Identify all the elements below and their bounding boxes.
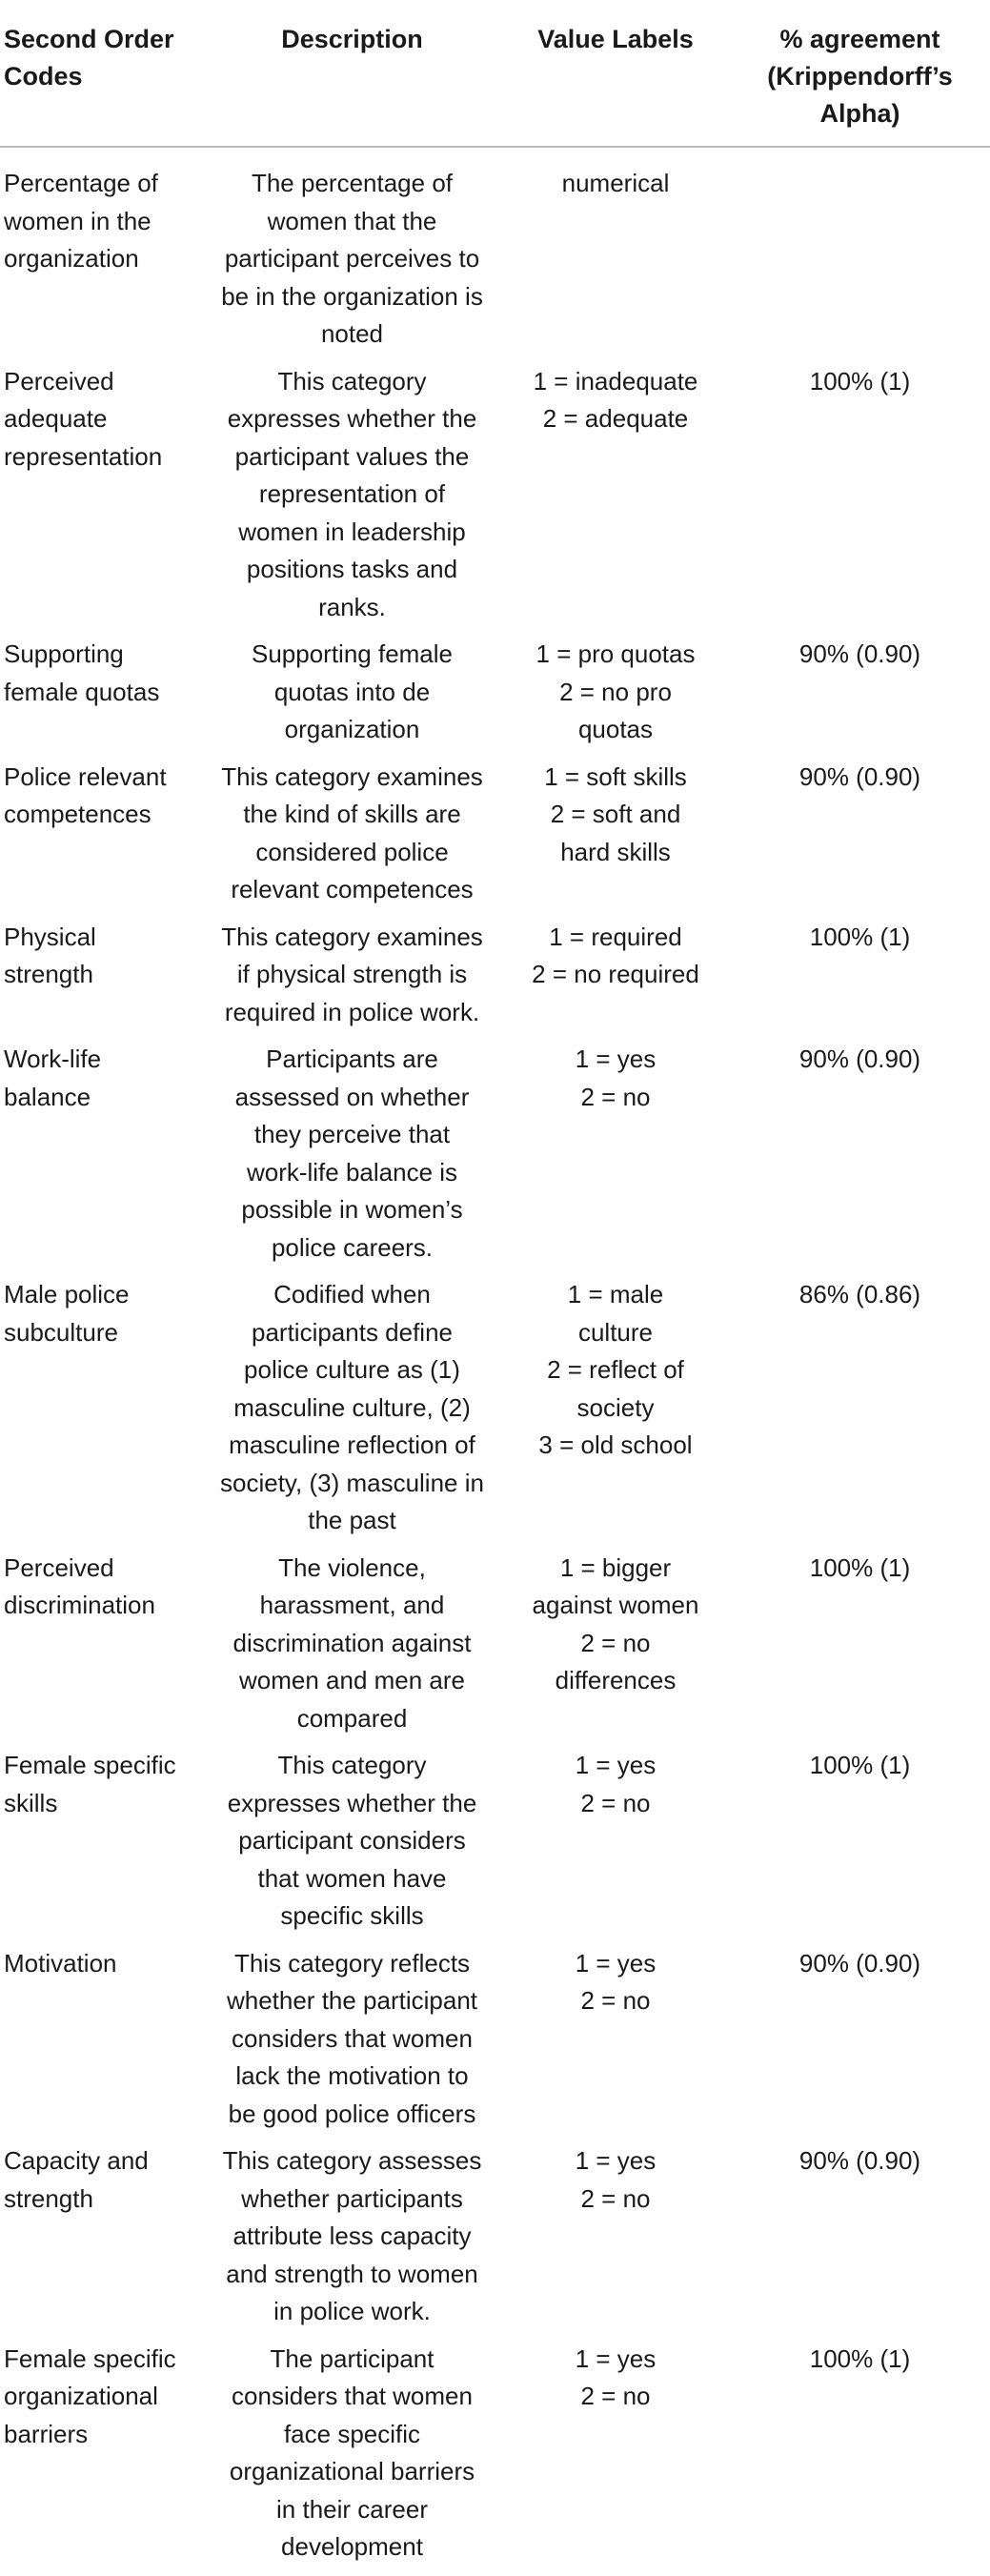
cell-description-line: be good police officers (228, 2099, 476, 2128)
cell-agreement (730, 1550, 990, 1748)
cell-agreement-text: 90% (0.90) (798, 761, 921, 791)
table-row (0, 2341, 990, 2576)
cell-description (203, 759, 501, 919)
header-text: Second Order (4, 25, 174, 53)
cell-description (203, 1945, 501, 2143)
cell-code (0, 363, 203, 637)
cell-code-line: representation (4, 441, 163, 471)
cell-code-line: Perceived (4, 1552, 114, 1582)
cell-value-labels-line: 1 = yes (575, 1045, 657, 1073)
cell-agreement-text: 100% (1) (809, 922, 911, 951)
cell-code-line: skills (4, 1788, 58, 1817)
cell-description-line: participants define (251, 1317, 454, 1347)
cell-description-line: expresses whether the (227, 1788, 477, 1817)
cell-agreement-text: 90% (0.90) (798, 1045, 921, 1073)
cell-value-labels (501, 919, 730, 1042)
cell-description-line: organizational barriers (229, 2457, 475, 2485)
cell-description-line: The percentage of (251, 169, 454, 197)
header-code (0, 21, 203, 147)
cell-value-labels-line: 2 = no (580, 2183, 651, 2213)
table-row (0, 1747, 990, 1945)
cell-agreement-text: 100% (1) (809, 1751, 911, 1779)
cell-description-line: participant values the (234, 441, 470, 471)
cell-description-line: quotas into de (273, 677, 431, 706)
header-description (203, 21, 501, 147)
header-text: % agreement (779, 25, 940, 53)
cell-value-labels (501, 363, 730, 637)
header-text: Codes (4, 62, 83, 91)
coding-table (0, 21, 990, 2576)
cell-agreement-text: 90% (0.90) (798, 639, 921, 668)
cell-description-line: Supporting female (251, 639, 454, 668)
cell-description-line: harassment, and (259, 1591, 445, 1619)
cell-value-labels-line: 2 = reflect of (547, 1355, 684, 1384)
cell-description-line: the kind of skills are (243, 800, 461, 828)
cell-value-labels-line: 2 = no (580, 1082, 651, 1111)
cell-value-labels-line: 2 = no (580, 2382, 651, 2410)
cell-value-labels (501, 147, 730, 363)
cell-value-labels-line: 1 = required (549, 922, 682, 951)
cell-description-line: participant perceives to (224, 244, 480, 273)
cell-description-line: This category reflects (233, 1948, 471, 1978)
cell-code-line: subculture (4, 1317, 118, 1347)
cell-description-line: expresses whether the (227, 404, 477, 433)
cell-code (0, 1276, 203, 1550)
cell-agreement (730, 919, 990, 1042)
cell-description-line: Codified when (273, 1280, 431, 1308)
cell-code-line: Male police (4, 1280, 130, 1308)
cell-value-labels-line: 1 = pro quotas (535, 639, 696, 668)
cell-description-line: if physical strength is (236, 960, 468, 988)
cell-value-labels-line: against women (532, 1591, 699, 1619)
cell-code-line: Female specific (4, 1751, 176, 1779)
table-row (0, 1945, 990, 2143)
cell-value-labels-line: hard skills (560, 837, 671, 866)
cell-description (203, 147, 501, 363)
cell-value-labels-line: 2 = adequate (542, 404, 689, 433)
cell-description-line: women that the (267, 206, 437, 235)
table-row (0, 1550, 990, 1748)
table-row (0, 636, 990, 759)
cell-agreement-text: 100% (1) (809, 2343, 911, 2373)
cell-code-line: women in the (4, 206, 152, 235)
cell-code-line: Percentage of (4, 169, 158, 197)
table-row (0, 1041, 990, 1276)
cell-code-line: strength (4, 2183, 93, 2213)
table-row (0, 147, 990, 363)
cell-description (203, 1041, 501, 1276)
cell-value-labels-line: 3 = old school (538, 1430, 693, 1459)
cell-description-line: considers that women (232, 2382, 473, 2410)
cell-code-line: Capacity and (4, 2146, 149, 2175)
cell-code (0, 147, 203, 363)
header-text: Alpha) (819, 99, 900, 128)
header-text: (Krippendorff’s (767, 62, 953, 91)
cell-value-labels-line: 2 = no (580, 1986, 651, 2015)
cell-agreement-text: 86% (0.86) (798, 1280, 921, 1308)
cell-description-line: considers that women (232, 2023, 473, 2053)
cell-agreement (730, 1747, 990, 1945)
cell-description-line: masculine culture, (2) (233, 1392, 471, 1422)
cell-agreement-text: 90% (0.90) (798, 2146, 921, 2175)
table-header (0, 21, 990, 147)
cell-description-line: This category assesses (222, 2146, 482, 2175)
cell-value-labels-line: differences (555, 1666, 677, 1694)
cell-value-labels (501, 1747, 730, 1945)
cell-agreement (730, 147, 990, 363)
cell-value-labels-line: 2 = no (580, 1628, 651, 1657)
table-row (0, 1276, 990, 1550)
cell-description-line: be in the organization is (221, 281, 483, 311)
cell-code-line: strength (4, 960, 93, 988)
cell-code-line: barriers (4, 2419, 89, 2448)
cell-description-line: and strength to women (226, 2259, 478, 2288)
cell-code-line: Supporting (4, 639, 124, 668)
cell-description-line: the past (308, 1506, 396, 1534)
cell-agreement-text: 100% (1) (809, 366, 911, 396)
cell-value-labels (501, 1945, 730, 2143)
cell-value-labels (501, 636, 730, 759)
cell-code (0, 1747, 203, 1945)
cell-value-labels-line: quotas (577, 715, 654, 743)
cell-agreement (730, 636, 990, 759)
cell-value-labels (501, 1550, 730, 1748)
cell-description-line: whether participants (241, 2183, 463, 2213)
cell-description (203, 636, 501, 759)
cell-agreement (730, 2341, 990, 2576)
cell-agreement (730, 759, 990, 919)
cell-code (0, 759, 203, 919)
cell-description (203, 1747, 501, 1945)
cell-description-line: ranks. (318, 592, 386, 621)
table-row (0, 919, 990, 1042)
cell-code-line: organizational (4, 2382, 158, 2410)
cell-description-line: lack the motivation to (235, 2061, 469, 2090)
cell-code-line: discrimination (4, 1591, 155, 1619)
cell-description-line: whether the participant (226, 1986, 478, 2015)
cell-value-labels-line: 2 = soft and (550, 800, 681, 828)
cell-description-line: in their career (276, 2494, 428, 2524)
cell-value-labels-line: 2 = no (580, 1788, 651, 1817)
cell-description-line: assessed on whether (234, 1082, 470, 1111)
cell-description-line: relevant competences (231, 875, 474, 903)
cell-code (0, 2341, 203, 2576)
cell-description-line: police careers. (271, 1232, 434, 1262)
cell-description-line: required in police work. (224, 997, 480, 1026)
cell-code-line: Perceived (4, 366, 114, 396)
cell-code (0, 1550, 203, 1748)
cell-code-line: female quotas (4, 677, 160, 706)
table-row (0, 759, 990, 919)
cell-agreement (730, 1945, 990, 2143)
cell-code-line: Motivation (4, 1948, 117, 1978)
cell-value-labels (501, 1276, 730, 1550)
header-text: Description (281, 25, 423, 53)
cell-description-line: considered police (255, 837, 449, 866)
cell-description-line: noted (320, 319, 384, 348)
cell-description-line: participant considers (238, 1826, 466, 1855)
cell-code-line: balance (4, 1082, 91, 1111)
table-body (0, 147, 990, 2576)
cell-value-labels (501, 1041, 730, 1276)
cell-agreement (730, 363, 990, 637)
cell-value-labels-line: 1 = yes (575, 1751, 657, 1779)
cell-description-line: attribute less capacity (232, 2221, 472, 2250)
cell-value-labels-line: culture (577, 1317, 654, 1347)
cell-value-labels-line: 2 = no pro (559, 677, 672, 706)
cell-description-line: possible in women’s (241, 1195, 463, 1224)
cell-code-line: competences (4, 800, 152, 828)
cell-code-line: Female specific (4, 2343, 176, 2373)
cell-value-labels-line: 1 = bigger (559, 1552, 672, 1582)
cell-description-line: women in leadership (238, 517, 466, 546)
cell-description-line: they perceive that (253, 1120, 451, 1148)
table-row (0, 2142, 990, 2341)
cell-description-line: masculine reflection of (229, 1430, 475, 1459)
cell-description-line: This category examines (221, 922, 483, 951)
cell-agreement (730, 2142, 990, 2341)
cell-description-line: society, (3) masculine in (220, 1468, 484, 1497)
cell-value-labels-line: 1 = soft skills (544, 761, 687, 791)
cell-description-line: This category (277, 366, 427, 396)
cell-description (203, 2142, 501, 2341)
cell-description-line: in police work. (273, 2297, 431, 2325)
cell-description-line: positions tasks and (246, 555, 458, 583)
cell-code-line: Physical (4, 922, 96, 951)
cell-value-labels-line: 1 = male (567, 1280, 664, 1308)
cell-value-labels (501, 2142, 730, 2341)
cell-description-line: development (281, 2532, 423, 2561)
cell-description-line: This category (277, 1751, 427, 1779)
cell-description (203, 1276, 501, 1550)
header-value-labels (501, 21, 730, 147)
cell-description (203, 919, 501, 1042)
cell-code (0, 1041, 203, 1276)
cell-agreement-text: 100% (1) (809, 1552, 911, 1582)
header-row (0, 21, 990, 147)
cell-code (0, 919, 203, 1042)
cell-code (0, 2142, 203, 2341)
cell-description-line: that women have (257, 1863, 447, 1893)
cell-description-line: face specific (283, 2419, 421, 2448)
cell-description-line: police culture as (1) (244, 1355, 460, 1384)
cell-code-line: Police relevant (4, 761, 167, 791)
cell-value-labels-line: 1 = yes (575, 2146, 657, 2175)
cell-value-labels-line: society (576, 1392, 655, 1422)
header-agreement (730, 21, 990, 147)
cell-value-labels (501, 2341, 730, 2576)
cell-value-labels-line: numerical (561, 169, 670, 197)
cell-agreement (730, 1041, 990, 1276)
cell-description (203, 363, 501, 637)
cell-description-line: representation of (258, 479, 446, 508)
cell-description-line: This category examines (221, 761, 483, 791)
cell-value-labels (501, 759, 730, 919)
cell-description-line: discrimination against (232, 1628, 472, 1657)
cell-value-labels-line: 1 = inadequate (533, 366, 698, 396)
cell-code-line: organization (4, 244, 139, 273)
cell-description-line: women and men are (238, 1666, 466, 1694)
cell-description-line: The violence, (278, 1552, 426, 1582)
cell-description-line: specific skills (280, 1901, 424, 1930)
cell-description (203, 1550, 501, 1748)
cell-code (0, 636, 203, 759)
table-row (0, 363, 990, 637)
cell-agreement (730, 1276, 990, 1550)
cell-value-labels-line: 1 = yes (575, 2343, 657, 2373)
cell-description-line: work-life balance is (246, 1157, 458, 1187)
cell-code (0, 1945, 203, 2143)
cell-value-labels-line: 2 = no required (532, 960, 699, 988)
cell-description (203, 2341, 501, 2576)
header-text: Value Labels (537, 25, 694, 53)
cell-description-line: Participants are (266, 1045, 438, 1073)
cell-agreement-text: 90% (0.90) (798, 1948, 921, 1978)
cell-value-labels-line: 1 = yes (575, 1948, 657, 1978)
cell-description-line: The participant (270, 2343, 434, 2373)
cell-code-line: adequate (4, 404, 108, 433)
cell-code-line: Work-life (4, 1045, 102, 1073)
cell-description-line: organization (284, 715, 420, 743)
cell-description-line: compared (296, 1703, 408, 1733)
